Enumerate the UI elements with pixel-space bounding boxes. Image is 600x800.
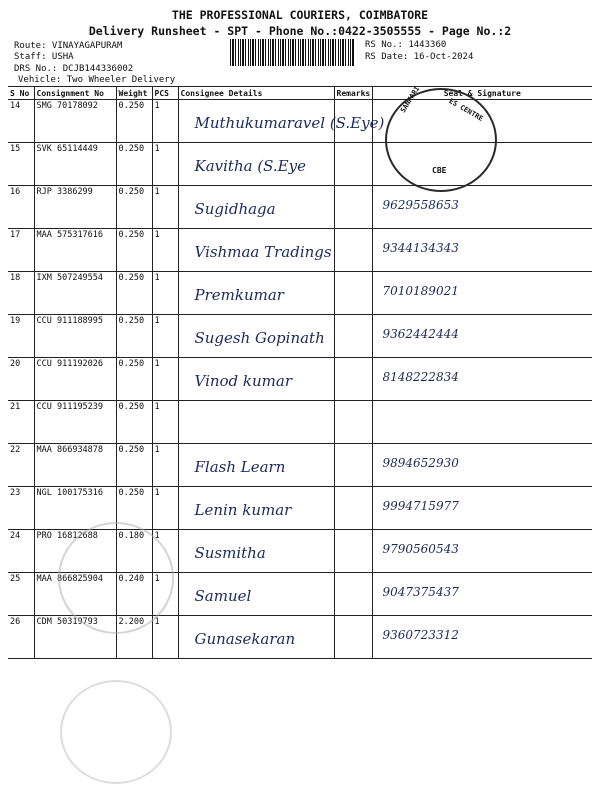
row-remarks <box>334 358 372 401</box>
route-label: Route: VINAYAGAPURAM <box>14 41 123 51</box>
table-row <box>8 401 592 444</box>
row-consignment: CCU 911188995 <box>34 315 116 358</box>
row-pcs: 1 <box>152 272 178 315</box>
col-pcs: PCS <box>152 87 178 100</box>
row-weight: 0.240 <box>116 573 152 616</box>
row-consignment: MAA 866825904 <box>34 573 116 616</box>
row-sno: 25 <box>8 573 34 616</box>
row-signature-cell <box>372 272 592 315</box>
row-consignee: Premkumar <box>194 286 284 304</box>
col-weight: Weight <box>116 87 152 100</box>
row-consignment: MAA 866934878 <box>34 444 116 487</box>
table-row <box>8 186 592 229</box>
row-consignment: RJP 3386299 <box>34 186 116 229</box>
row-sno: 22 <box>8 444 34 487</box>
row-signature: 9360723312 <box>382 628 459 642</box>
row-weight: 0.250 <box>116 229 152 272</box>
row-pcs: 1 <box>152 487 178 530</box>
row-pcs: 1 <box>152 530 178 573</box>
table-row <box>8 229 592 272</box>
faded-stamp-icon <box>60 680 172 784</box>
row-weight: 0.250 <box>116 487 152 530</box>
seal-stamp <box>385 84 497 192</box>
row-weight: 0.250 <box>116 272 152 315</box>
table-row <box>8 358 592 401</box>
row-consignee-cell <box>178 487 334 530</box>
row-sno: 14 <box>8 100 34 143</box>
row-remarks <box>334 401 372 444</box>
row-consignee: Lenin kumar <box>194 501 292 519</box>
row-consignment: PRO 16812688 <box>34 530 116 573</box>
row-consignee: Kavitha (S.Eye <box>194 157 306 175</box>
row-signature: 9629558653 <box>382 198 459 212</box>
row-weight: 0.250 <box>116 315 152 358</box>
row-consignment: IXM 507249554 <box>34 272 116 315</box>
row-consignee-cell <box>178 186 334 229</box>
row-consignee: Sugesh Gopinath <box>194 329 325 347</box>
row-pcs: 1 <box>152 143 178 186</box>
row-sno: 23 <box>8 487 34 530</box>
runsheet-title: Delivery Runsheet - SPT - Phone No.:0422-3505555 - Page No.:2 <box>88 24 512 38</box>
row-weight: 0.250 <box>116 100 152 143</box>
row-signature: 9047375437 <box>382 585 459 599</box>
table-header-row <box>8 87 592 100</box>
row-sno: 17 <box>8 229 34 272</box>
row-consignee: Vishmaa Tradings <box>194 243 332 261</box>
row-sno: 20 <box>8 358 34 401</box>
row-consignee: Flash Learn <box>194 458 286 476</box>
row-consignee-cell <box>178 573 334 616</box>
row-consignee-cell <box>178 315 334 358</box>
row-signature-cell <box>372 487 592 530</box>
row-remarks <box>334 573 372 616</box>
col-consignment: Consignment No <box>34 87 116 100</box>
row-signature: 9344134343 <box>382 241 459 255</box>
row-consignment: SVK 65114449 <box>34 143 116 186</box>
row-weight: 2.200 <box>116 616 152 659</box>
row-pcs: 1 <box>152 315 178 358</box>
row-consignment: CCU 911192026 <box>34 358 116 401</box>
drs-number: DRS No.: DCJB144336002 <box>14 64 134 74</box>
row-signature: 9790560543 <box>382 542 459 556</box>
company-title: THE PROFESSIONAL COURIERS, COIMBATORE <box>171 8 429 22</box>
row-consignee-cell <box>178 444 334 487</box>
row-signature: 9994715977 <box>382 499 459 513</box>
row-consignee: Samuel <box>194 587 252 605</box>
row-signature-cell <box>372 229 592 272</box>
col-sno: S No <box>8 87 34 100</box>
row-weight: 0.250 <box>116 358 152 401</box>
row-signature: 7010189021 <box>382 284 459 298</box>
row-remarks <box>334 100 372 143</box>
row-sno: 18 <box>8 272 34 315</box>
row-consignee-cell <box>178 272 334 315</box>
row-consignee: Gunasekaran <box>194 630 296 648</box>
row-consignee-cell <box>178 100 385 143</box>
col-remarks: Remarks <box>334 87 372 100</box>
row-remarks <box>334 444 372 487</box>
row-remarks <box>334 186 372 229</box>
row-consignee: Muthukumaravel (S.Eye) <box>194 114 385 132</box>
row-weight: 0.250 <box>116 186 152 229</box>
row-consignment: CDM 50319793 <box>34 616 116 659</box>
row-sno: 21 <box>8 401 34 444</box>
row-sno: 16 <box>8 186 34 229</box>
row-consignee: Vinod kumar <box>194 372 293 390</box>
row-signature: 9894652930 <box>382 456 459 470</box>
col-consignee: Consignee Details <box>178 87 334 100</box>
row-pcs: 1 <box>152 616 178 659</box>
row-consignee-cell <box>178 358 334 401</box>
rs-date: RS Date: 16-Oct-2024 <box>365 52 474 62</box>
row-signature-cell <box>372 186 592 229</box>
row-sno: 19 <box>8 315 34 358</box>
vehicle-label: Vehicle: Two Wheeler Delivery <box>18 75 176 85</box>
stamp-bottom-text: CBE <box>432 166 447 175</box>
row-signature-cell <box>372 573 592 616</box>
row-consignee-cell <box>178 143 334 186</box>
row-signature-cell <box>372 401 592 444</box>
row-signature: 9362442444 <box>382 327 459 341</box>
row-signature-cell <box>372 315 592 358</box>
row-weight: 0.250 <box>116 143 152 186</box>
table-row <box>8 315 592 358</box>
row-remarks <box>334 229 372 272</box>
row-sno: 24 <box>8 530 34 573</box>
row-pcs: 1 <box>152 444 178 487</box>
row-pcs: 1 <box>152 186 178 229</box>
stamp-right-text: ES CENTRE <box>447 97 485 123</box>
table-row <box>8 487 592 530</box>
row-sno: 26 <box>8 616 34 659</box>
stamp-left-text: SANKARI <box>399 84 422 115</box>
row-signature-cell <box>372 530 592 573</box>
table-row <box>8 272 592 315</box>
barcode-icon <box>230 39 355 66</box>
rs-number: RS No.: 1443360 <box>365 40 447 50</box>
row-remarks <box>334 487 372 530</box>
staff-label: Staff: USHA <box>14 52 74 62</box>
row-signature-cell <box>372 358 592 401</box>
row-remarks <box>334 616 372 659</box>
table-row <box>8 444 592 487</box>
cash-paid-stamp-icon <box>58 522 174 634</box>
row-consignment: MAA 575317616 <box>34 229 116 272</box>
table-row <box>8 100 592 143</box>
row-pcs: 1 <box>152 229 178 272</box>
col-seal-signature: Seal & Signature <box>372 87 592 100</box>
row-pcs: 1 <box>152 573 178 616</box>
row-weight: 0.180 <box>116 530 152 573</box>
row-signature-cell <box>372 616 592 659</box>
row-signature-cell <box>372 444 592 487</box>
row-consignee-cell <box>178 530 334 573</box>
row-sno: 15 <box>8 143 34 186</box>
row-consignee-cell <box>178 229 334 272</box>
row-consignee-cell <box>178 616 334 659</box>
row-remarks <box>334 315 372 358</box>
row-pcs: 1 <box>152 358 178 401</box>
row-consignee-cell <box>178 401 334 444</box>
row-consignee: Sugidhaga <box>194 200 276 218</box>
row-remarks <box>334 530 372 573</box>
row-pcs: 1 <box>152 100 178 143</box>
row-signature: 8148222834 <box>382 370 459 384</box>
row-weight: 0.250 <box>116 444 152 487</box>
row-consignment: SMG 70178092 <box>34 100 116 143</box>
row-consignment: CCU 911195239 <box>34 401 116 444</box>
table-row <box>8 143 592 186</box>
row-consignee: Susmitha <box>194 544 266 562</box>
row-consignment: NGL 100175316 <box>34 487 116 530</box>
row-pcs: 1 <box>152 401 178 444</box>
row-remarks <box>334 143 372 186</box>
row-remarks <box>334 272 372 315</box>
row-weight: 0.250 <box>116 401 152 444</box>
